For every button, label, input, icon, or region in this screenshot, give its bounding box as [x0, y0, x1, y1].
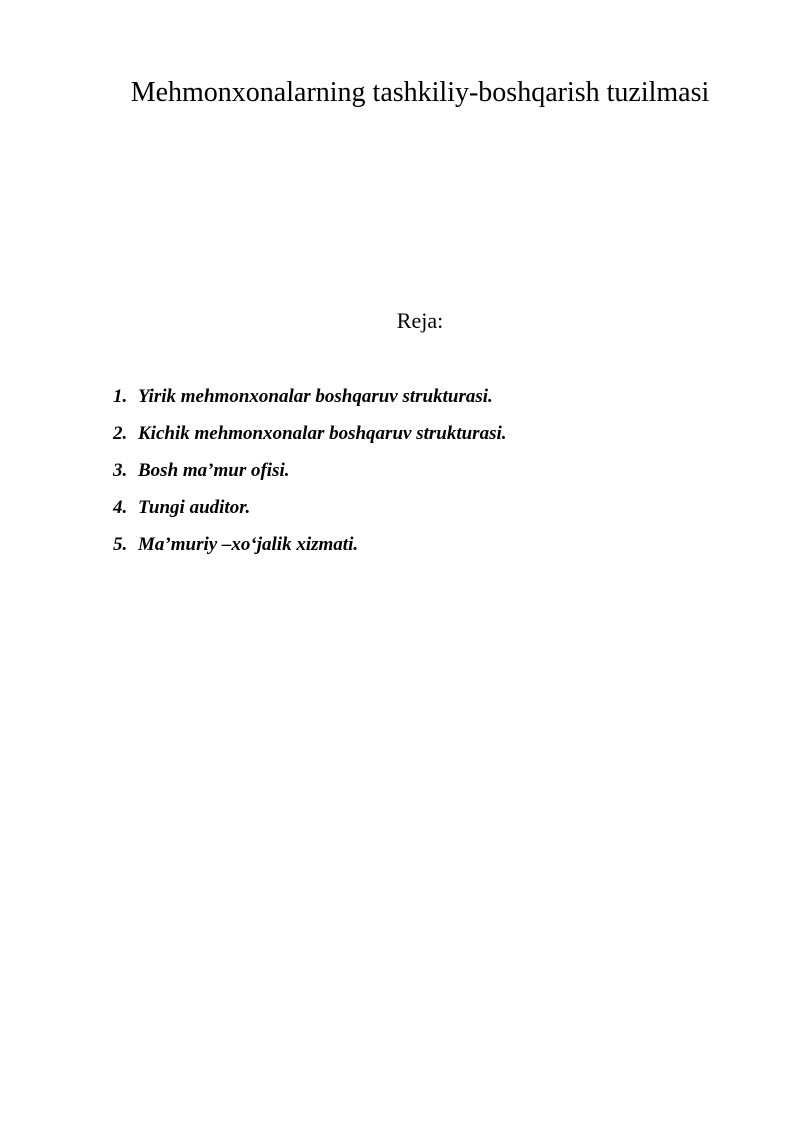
- list-item: [113, 386, 507, 423]
- list-item-number: 4.: [113, 497, 128, 518]
- list-item-number: 3.: [113, 460, 128, 481]
- list-item-number: 1.: [113, 386, 128, 407]
- plan-heading: Reja:: [396, 308, 444, 333]
- list-item-number: 2.: [113, 423, 128, 444]
- list-item-text: Bosh ma’mur ofisi.: [138, 460, 290, 481]
- list-item-text: Kichik mehmonxonalar boshqaruv strukturasi.: [138, 423, 507, 444]
- list-item-text: Tungi auditor.: [138, 497, 251, 518]
- list-item: [113, 534, 507, 571]
- list-item: [113, 497, 507, 534]
- list-item: [113, 460, 507, 497]
- plan-list: [113, 386, 507, 571]
- list-item: [113, 423, 507, 460]
- list-item-text: Ma’muriy –xo‘jalik xizmati.: [138, 534, 359, 555]
- list-item-number: 5.: [113, 534, 128, 555]
- document-title: Mehmonxonalarning tashkiliy-boshqarish tuzilmasi: [130, 77, 710, 108]
- list-item-text: Yirik mehmonxonalar boshqaruv strukturasi.: [138, 386, 493, 407]
